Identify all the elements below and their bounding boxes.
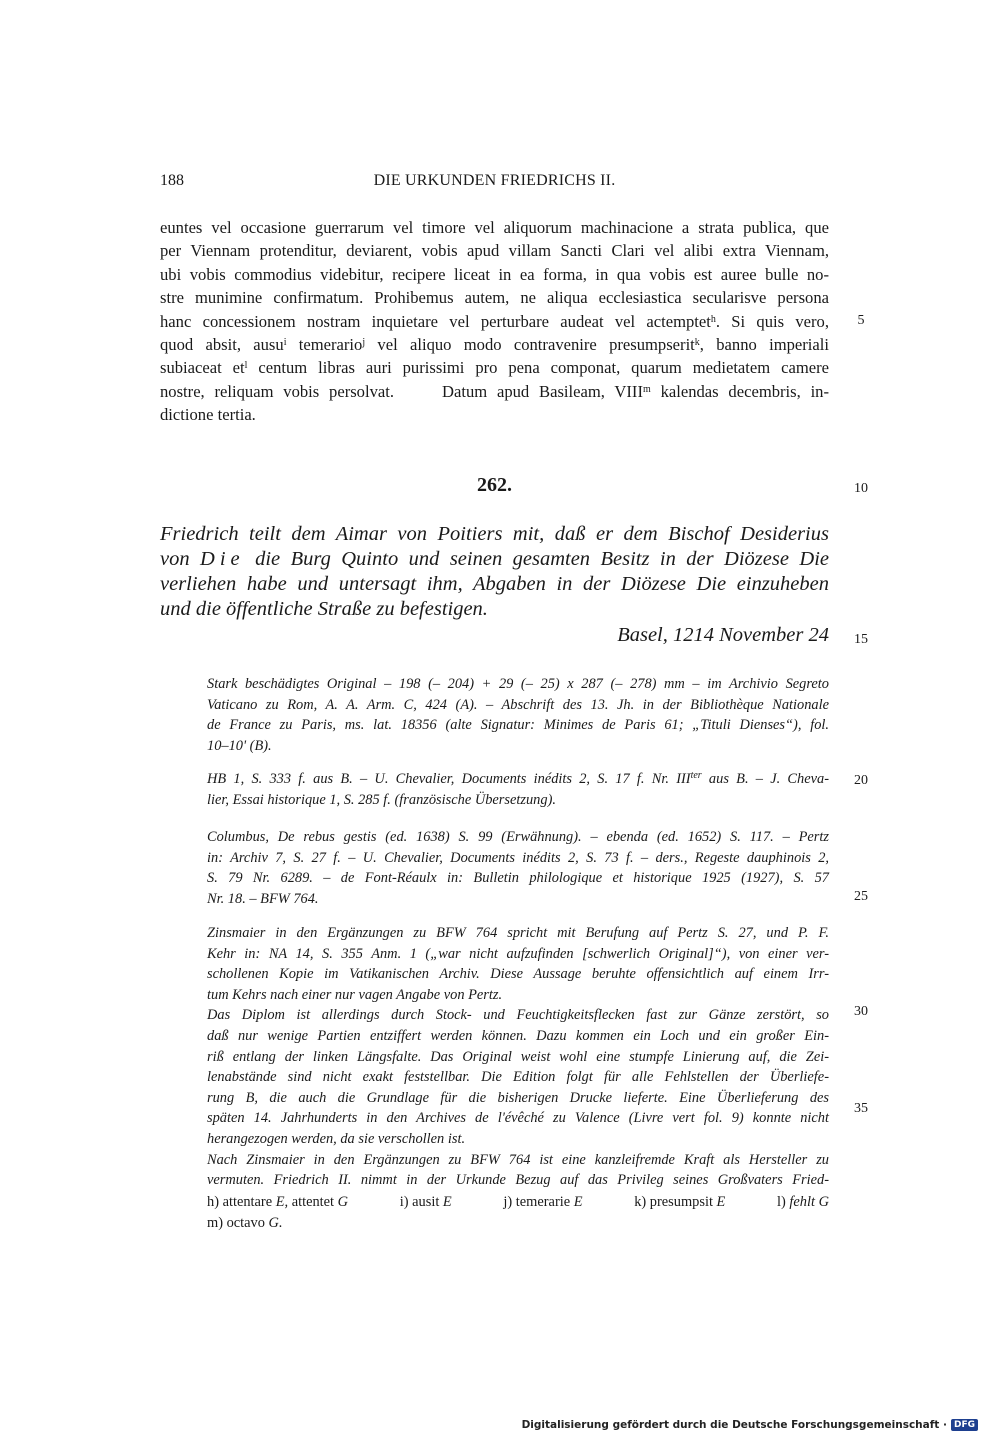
regest-line: Friedrich teilt dem Aimar von Poitiers mit, daß er dem Bischof Desiderius xyxy=(160,523,829,545)
note-line: Das Diplom ist allerdings durch Stock- und Feuchtigkeitsflecken fast zur Gänze zerstört, so xyxy=(207,1007,829,1024)
note-line: herangezogen werden, da sie verschollen ist. xyxy=(207,1130,466,1147)
note-line: riß entlang der linken Längsfalte. Das Original weist wohl eine stumpfe Linierung auf, die Zei- xyxy=(207,1048,829,1065)
document-number: 262. xyxy=(477,474,512,496)
note-line: S. 79 Nr. 6289. – de Font-Réaulx in: Bulletin philologique et historique 1925 (1927), S. 57 xyxy=(207,870,829,887)
footnote-l: l) fehlt G xyxy=(777,1194,829,1210)
footnote-mark: h xyxy=(710,313,716,325)
editions-note xyxy=(207,769,829,810)
tradition-note xyxy=(207,674,829,756)
note-line: daß nur wenige Partien entziffert werden können. Dazu kommen ein Loch und ein großer Ein- xyxy=(207,1027,829,1044)
note-line: Zinsmaier in den Ergänzungen zu BFW 764 spricht mit Berufung auf Pertz S. 27, und P. F. xyxy=(207,925,829,941)
text-line: ubi vobis commodius videbitur, recipere liceat in ea forma, in qua vobis est auree bulle no- xyxy=(160,264,829,284)
footnote-mark: m xyxy=(643,383,651,395)
footnote-k: k) presumpsit E xyxy=(634,1194,726,1210)
note-line: 10–10' (B). xyxy=(207,737,272,754)
text-line: subiaceat $et^l$ centum libras auri purissimi pro pena componat, quarum medietatem camere xyxy=(160,358,829,378)
regest-line: verliehen habe und untersagt ihm, Abgaben in der Diözese Die einzuheben xyxy=(160,573,829,595)
text-line: dictione tertia. xyxy=(160,405,256,425)
place-date-line: Basel, 1214 November 24 xyxy=(617,624,829,646)
line-number: 30 xyxy=(854,1004,868,1019)
charter-text xyxy=(160,216,829,427)
footer-text: Digitalisierung gefördert durch die Deutsche Forschungsgemeinschaft · xyxy=(521,1419,947,1431)
literature-note xyxy=(207,827,829,909)
note-line: HB 1, S. 333 f. aus B. – U. Chevalier, Documents inédits 2, S. 17 f. Nr. $III^{ter}$ aus B. – J. Cheva- xyxy=(207,770,829,787)
line-number: 15 xyxy=(854,632,868,647)
note-line: Stark beschädigtes Original – 198 (– 204) + 29 (– 25) x 287 (– 278) mm – im Archivio Segreto xyxy=(207,676,829,692)
dfg-logo: DFG xyxy=(951,1419,978,1431)
text-line: stre munimine confirmatum. Prohibemus autem, ne aliqua ecclesiastica secularisve persona xyxy=(160,288,829,308)
note-line: in: Archiv 7, S. 27 f. – U. Chevalier, Documents inédits 2, S. 73 f. – ders., Regeste dauphinois 2, xyxy=(207,849,829,866)
footnote-mark: k xyxy=(694,336,700,348)
text-line: nostre, reliquam vobis persolvat. Datum apud Basileam, VIII$^m$ kalendas decembris, in- xyxy=(160,381,829,401)
running-title: DIE URKUNDEN FRIEDRICHS II. xyxy=(373,172,616,189)
text-line: per Viennam protenditur, deviarent, vobis apud villam Sancti Clari vel alibi extra Viennam, xyxy=(160,241,829,261)
line-number: 10 xyxy=(854,481,868,496)
note-line: Vaticano zu Rom, A. A. Arm. C, 424 (A). – Abschrift des 13. Jh. in der Bibliothèque Nationale xyxy=(207,696,829,713)
note-line: tum Kehrs nach einer nur vagen Angabe von Pertz. xyxy=(207,986,503,1003)
note-line: Kehr in: NA 14, S. 355 Anm. 1 („war nicht aufzufinden [schwerlich Original]“), von einer ver- xyxy=(207,945,829,962)
note-line: lier, Essai historique 1, S. 285 f. (französische Übersetzung). xyxy=(207,791,556,808)
note-line: de France zu Paris, ms. lat. 18356 (alte Signatur: Minimes de Paris 61; „Tituli Dienses“), fol. xyxy=(207,717,829,734)
footnote-mark: l xyxy=(244,360,248,372)
note-line: vermuten. Friedrich II. nimmt in der Urkunde Bezug auf das Privileg seines Großvaters Fried- xyxy=(207,1172,829,1189)
page-number: 188 xyxy=(160,172,184,189)
note-line: späten 14. Jahrhunderts in den Archives de l'évêché zu Valence (Livre vert fol. 9) konnte nicht xyxy=(207,1110,829,1127)
footnote-j: j) temerarie E xyxy=(503,1194,583,1210)
text-line: euntes vel occasione guerrarum vel timore vel aliquorum machinacione a strata publica, que xyxy=(160,218,829,237)
footnote-m: m) octavo G. xyxy=(207,1214,283,1231)
footnote-mark: j xyxy=(362,336,366,348)
note-line: Columbus, De rebus gestis (ed. 1638) S. 99 (Erwähnung). – ebenda (ed. 1652) S. 117. – Pertz xyxy=(207,829,829,845)
footnote-mark: i xyxy=(283,336,287,348)
regest-line: und die öffentliche Straße zu befestigen. xyxy=(160,598,488,620)
footnote-i: i) ausit E xyxy=(399,1194,452,1210)
page-header xyxy=(160,172,829,196)
footnotes xyxy=(207,1192,829,1233)
commentary-note xyxy=(207,923,829,1191)
note-line: schollenen Kopie im Vatikanischen Archiv. Diese Aussage beruhte offensichtlich auf einem Irr- xyxy=(207,966,829,983)
line-number: 35 xyxy=(854,1101,868,1116)
note-line: lenabstände sind nicht exakt feststellbar. Die Edition folgt für alle Fehlstellen der Überliefe- xyxy=(207,1069,829,1086)
text-line: hanc concessionem nostram inquietare vel perturbare audeat vel actemptet$^h$. Si quis vero, xyxy=(160,311,829,331)
funding-footer xyxy=(522,1419,978,1431)
footnote-h: h) attentare E, attentet G xyxy=(207,1194,349,1210)
regest-line: von Die die Burg Quinto und seinen gesamten Besitz in der Diözese Die xyxy=(160,548,829,570)
note-line: rung B, die auch die Grundlage für die bisherigen Drucke lieferte. Eine Überlieferung des xyxy=(207,1089,829,1106)
line-number: 25 xyxy=(854,889,868,904)
line-number: 20 xyxy=(854,773,868,788)
regest xyxy=(160,522,829,622)
text-line: quod absit, ausu$^i$ temerario$^j$ vel aliquo modo contravenire presumpserit$^k$, banno imperiali xyxy=(160,334,829,354)
footnote-row xyxy=(207,1192,829,1213)
note-line: Nr. 18. – BFW 764. xyxy=(207,890,319,907)
line-number: 5 xyxy=(857,313,865,328)
note-line: Nach Zinsmaier in den Ergänzungen zu BFW 764 ist eine kanzleifremde Kraft als Hersteller zu xyxy=(207,1151,829,1168)
